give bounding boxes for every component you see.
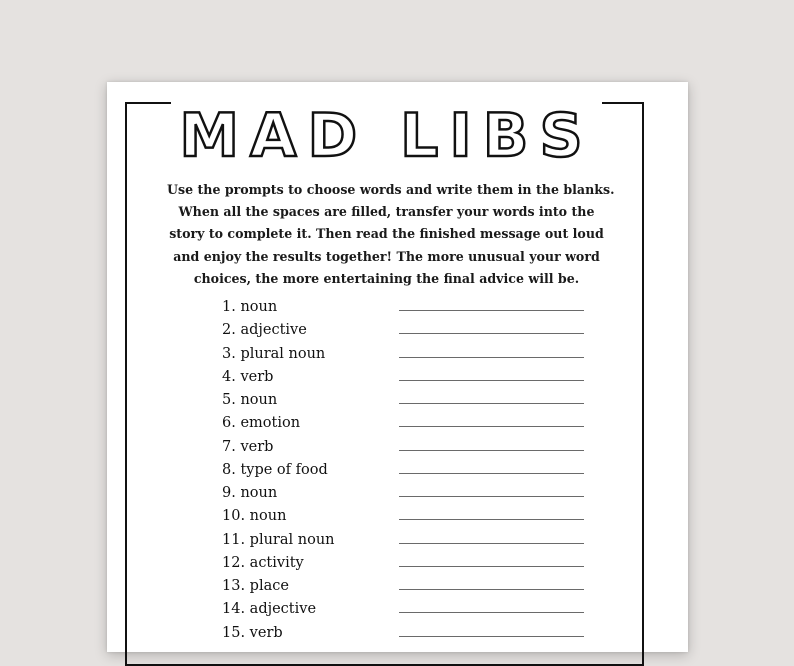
prompt-item (222, 553, 602, 576)
worksheet-title: MAD LIBS (179, 101, 594, 171)
instructions-line: choices, the more entertaining the final advice will be. (193, 270, 580, 286)
prompt-item (222, 483, 602, 506)
prompt-item (222, 623, 602, 646)
instructions-line: When all the spaces are filled, transfer your words into the (178, 204, 595, 220)
answer-blank (399, 566, 584, 567)
instructions-line: Use the prompts to choose words and write them in the blanks. (167, 182, 615, 197)
prompt-label: 13. place (222, 578, 289, 594)
answer-blank (399, 519, 584, 520)
prompt-item (222, 506, 602, 529)
answer-blank (399, 310, 584, 311)
prompt-label: 1. noun (222, 299, 278, 315)
prompt-item (222, 437, 602, 460)
prompt-label: 11. plural noun (222, 531, 335, 548)
prompt-label: 2. adjective (222, 322, 307, 339)
answer-blank (399, 636, 584, 637)
prompt-item (222, 460, 602, 483)
answer-blank (399, 403, 584, 404)
answer-blank (399, 589, 584, 590)
prompt-item (222, 599, 602, 622)
prompt-label: 10. noun (222, 508, 287, 525)
prompt-label: 3. plural noun (222, 345, 326, 362)
prompt-label: 5. noun (222, 392, 278, 408)
answer-blank (399, 612, 584, 613)
prompt-item (222, 367, 602, 390)
worksheet-page (107, 82, 688, 652)
prompt-label: 14. adjective (222, 601, 317, 618)
prompt-item (222, 344, 602, 367)
instructions-line: story to complete it. Then read the finished message out loud (169, 226, 604, 242)
prompt-label: 6. emotion (222, 415, 301, 432)
prompt-label: 7. verb (222, 438, 274, 455)
prompt-item (222, 320, 602, 343)
prompt-label: 9. noun (222, 485, 278, 501)
prompt-item (222, 576, 602, 599)
prompt-label: 8. type of food (222, 461, 328, 478)
prompt-label: 4. verb (222, 368, 274, 385)
prompt-item (222, 530, 602, 553)
answer-blank (399, 426, 584, 427)
prompt-item (222, 297, 602, 320)
answer-blank (399, 473, 584, 474)
answer-blank (399, 496, 584, 497)
worksheet-border (125, 102, 644, 666)
answer-blank (399, 380, 584, 381)
instructions-paragraph (167, 179, 615, 290)
answer-blank (399, 543, 584, 544)
prompt-label: 15. verb (222, 624, 283, 641)
word-prompt-list (222, 297, 602, 646)
prompt-item (222, 413, 602, 436)
answer-blank (399, 450, 584, 451)
prompt-item (222, 390, 602, 413)
instructions-line: and enjoy the results together! The more unusual your word (173, 248, 600, 264)
answer-blank (399, 357, 584, 358)
answer-blank (399, 333, 584, 334)
prompt-label: 12. activity (222, 554, 304, 571)
